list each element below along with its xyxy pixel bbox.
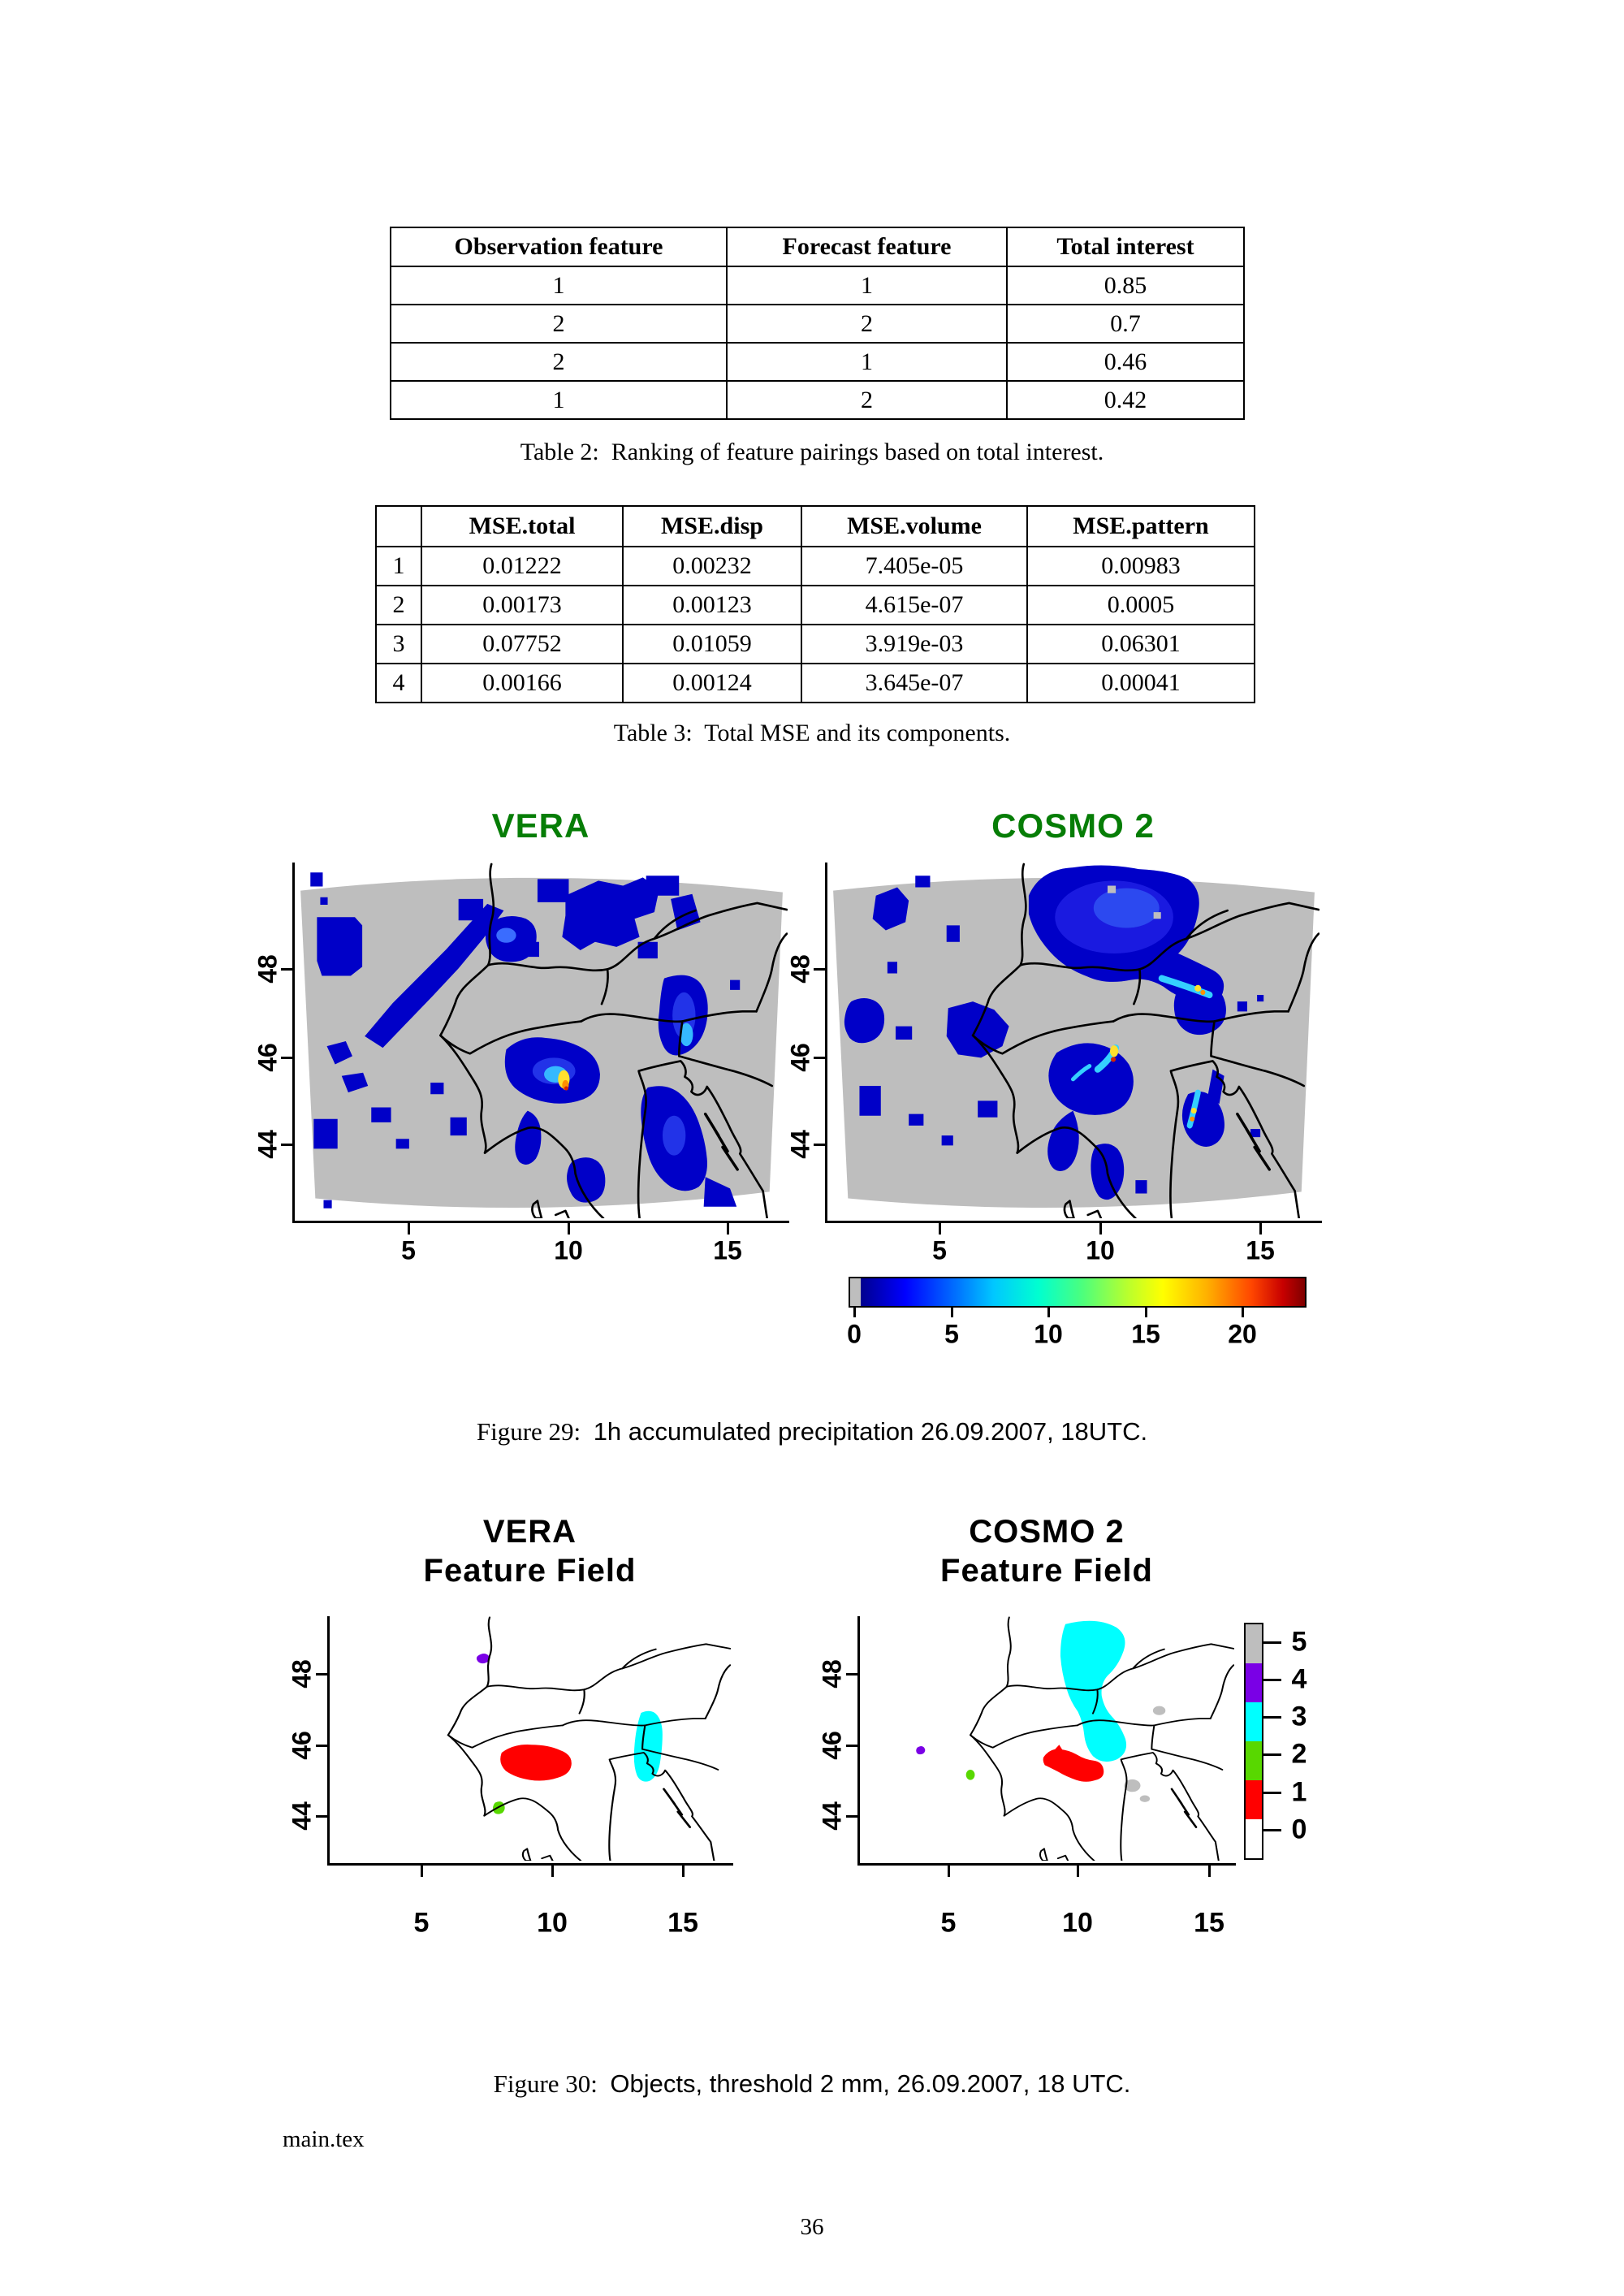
- table3-header-mse-volume: MSE.volume: [801, 506, 1027, 547]
- table2-header-interest: Total interest: [1007, 227, 1244, 266]
- cell: 2: [727, 305, 1007, 343]
- cell: 1: [391, 266, 727, 305]
- figure30-right-title-line2: Feature Field: [940, 1553, 1153, 1589]
- cell: 0.06301: [1027, 625, 1255, 664]
- cell: 3.645e-07: [801, 664, 1027, 703]
- cell: 4.615e-07: [801, 586, 1027, 625]
- table-feature-pairings: [390, 227, 1245, 420]
- cosmo-y-axis: [825, 863, 827, 1223]
- vera-ff-ytick-44: 44: [287, 1801, 317, 1831]
- cosmo-ff-xtick-10: 10: [1062, 1907, 1093, 1939]
- figure30-left-title: [329, 1512, 731, 1590]
- figure30-caption-label: Figure 30:: [493, 2069, 598, 2098]
- cell: 1: [391, 381, 727, 419]
- figure30-caption: [0, 2069, 1624, 2099]
- cell: 0.00123: [623, 586, 801, 625]
- cell: 2: [391, 343, 727, 381]
- figure30-left-title-line2: Feature Field: [423, 1553, 637, 1589]
- cell: 3.919e-03: [801, 625, 1027, 664]
- cosmo-x-axis: [825, 1221, 1322, 1223]
- cbar-tick-0: 0: [847, 1319, 862, 1349]
- cell: 0.00232: [623, 547, 801, 586]
- cell: 0.00124: [623, 664, 801, 703]
- cosmo-ff-y-axis: [857, 1616, 860, 1866]
- page-number: 36: [800, 2214, 824, 2240]
- footer-filename: main.tex: [283, 2126, 365, 2152]
- cosmo-xtick-10: 10: [1086, 1235, 1115, 1265]
- table2-caption-text: Ranking of feature pairings based on total interest.: [611, 439, 1104, 465]
- colorbar-gradient: [861, 1278, 1305, 1306]
- vera-xtick-15: 15: [713, 1235, 742, 1265]
- cell: 2: [391, 305, 727, 343]
- vera-ytick-46: 46: [253, 1043, 283, 1072]
- cell: 3: [376, 625, 421, 664]
- cell: 0.42: [1007, 381, 1244, 419]
- cell: 2: [727, 381, 1007, 419]
- figure29-vera-map: [294, 863, 788, 1218]
- cell: 0.00041: [1027, 664, 1255, 703]
- cosmo-ff-xtick-15: 15: [1194, 1907, 1224, 1939]
- legend-seg-3: [1246, 1702, 1262, 1741]
- table3-header-mse-pattern: MSE.pattern: [1027, 506, 1255, 547]
- cosmo-ff-ytick-46: 46: [817, 1731, 847, 1760]
- vera-y-axis: [292, 863, 295, 1223]
- cell: 4: [376, 664, 421, 703]
- cosmo-ff-xtick-5: 5: [940, 1907, 957, 1939]
- cosmo-xtick-15: 15: [1246, 1235, 1275, 1265]
- table-row: [391, 381, 1244, 419]
- cell: 1: [727, 266, 1007, 305]
- cell: 2: [376, 586, 421, 625]
- cosmo-ff-ytick-48: 48: [817, 1659, 847, 1688]
- legend-tick-2: 2: [1291, 1738, 1307, 1770]
- vera-xtick-5: 5: [401, 1235, 416, 1265]
- feature-legend-colorbar: [1244, 1623, 1263, 1860]
- cosmo-ff-ytick-44: 44: [817, 1801, 847, 1831]
- cell: 1: [376, 547, 421, 586]
- cbar-tick-10: 10: [1034, 1319, 1063, 1349]
- vera-ff-ytick-46: 46: [287, 1731, 317, 1760]
- table2-header-observation: Observation feature: [391, 227, 727, 266]
- table-mse-components: [375, 505, 1255, 703]
- vera-xtick-10: 10: [554, 1235, 583, 1265]
- table-row: [376, 625, 1255, 664]
- cosmo-ytick-44: 44: [785, 1130, 815, 1159]
- vera-ff-xtick-10: 10: [537, 1907, 568, 1939]
- cbar-tick-5: 5: [944, 1319, 959, 1349]
- cell: 7.405e-05: [801, 547, 1027, 586]
- legend-tick-0: 0: [1291, 1814, 1307, 1845]
- table3-header-blank: [376, 506, 421, 547]
- figure29-caption: [0, 1417, 1624, 1446]
- cell: 0.85: [1007, 266, 1244, 305]
- table2-caption-label: Table 2:: [520, 439, 599, 465]
- cbar-tick-20: 20: [1228, 1319, 1257, 1349]
- legend-tick-4: 4: [1291, 1663, 1307, 1695]
- cell: 0.07752: [421, 625, 623, 664]
- table3-caption-text: Total MSE and its components.: [704, 720, 1011, 746]
- legend-seg-1: [1246, 1780, 1262, 1819]
- figure29-right-title: COSMO 2: [991, 806, 1155, 845]
- cell: 0.46: [1007, 343, 1244, 381]
- table3-header-mse-total: MSE.total: [421, 506, 623, 547]
- cell: 1: [727, 343, 1007, 381]
- legend-tick-1: 1: [1291, 1776, 1307, 1808]
- figure30-left-title-line1: VERA: [482, 1514, 577, 1550]
- table3-caption-label: Table 3:: [613, 720, 693, 746]
- cell: 0.01059: [623, 625, 801, 664]
- vera-ff-y-axis: [327, 1616, 330, 1866]
- legend-tick-3: 3: [1291, 1701, 1307, 1732]
- legend-seg-2: [1246, 1741, 1262, 1780]
- cell: 0.00166: [421, 664, 623, 703]
- cbar-tick-15: 15: [1131, 1319, 1160, 1349]
- cosmo-xtick-5: 5: [932, 1235, 947, 1265]
- cell: 0.01222: [421, 547, 623, 586]
- legend-seg-4: [1246, 1663, 1262, 1702]
- legend-seg-0: [1246, 1819, 1262, 1858]
- table-row: [376, 586, 1255, 625]
- figure30-right-title-line1: COSMO 2: [969, 1514, 1125, 1550]
- legend-tick-5: 5: [1291, 1626, 1307, 1658]
- table-row: [391, 305, 1244, 343]
- figure30-caption-text: Objects, threshold 2 mm, 26.09.2007, 18 UTC.: [610, 2069, 1131, 2098]
- precipitation-colorbar: [849, 1277, 1307, 1308]
- table-row: [391, 343, 1244, 381]
- figure29-caption-label: Figure 29:: [476, 1417, 581, 1446]
- cosmo-ytick-48: 48: [785, 954, 815, 984]
- table-row: [391, 266, 1244, 305]
- cell: 0.7: [1007, 305, 1244, 343]
- vera-ff-xtick-5: 5: [413, 1907, 430, 1939]
- figure29-cosmo-map: [827, 863, 1320, 1218]
- figure30-right-title: [859, 1512, 1234, 1590]
- vera-ff-x-axis: [327, 1863, 733, 1866]
- cosmo-ff-x-axis: [857, 1863, 1236, 1866]
- cell: 0.00983: [1027, 547, 1255, 586]
- figure29-left-title: VERA: [491, 806, 590, 845]
- vera-ytick-44: 44: [253, 1130, 283, 1159]
- cosmo-ytick-46: 46: [785, 1043, 815, 1072]
- vera-ff-ytick-48: 48: [287, 1659, 317, 1688]
- table-row: [376, 664, 1255, 703]
- vera-ytick-48: 48: [253, 954, 283, 984]
- legend-seg-5: [1246, 1624, 1262, 1663]
- table2-header-forecast: Forecast feature: [727, 227, 1007, 266]
- cell: 0.0005: [1027, 586, 1255, 625]
- cell: 0.00173: [421, 586, 623, 625]
- colorbar-zero-stub: [850, 1278, 861, 1306]
- vera-ff-xtick-15: 15: [667, 1907, 698, 1939]
- table-row: [376, 547, 1255, 586]
- table3-caption: [0, 720, 1624, 747]
- figure30-vera-feature-map: [329, 1616, 731, 1861]
- figure29-caption-text: 1h accumulated precipitation 26.09.2007, 18UTC.: [593, 1417, 1148, 1446]
- table3-header-mse-disp: MSE.disp: [623, 506, 801, 547]
- figure30-cosmo-feature-map: [859, 1616, 1234, 1861]
- vera-x-axis: [292, 1221, 789, 1223]
- table2-caption: [0, 439, 1624, 466]
